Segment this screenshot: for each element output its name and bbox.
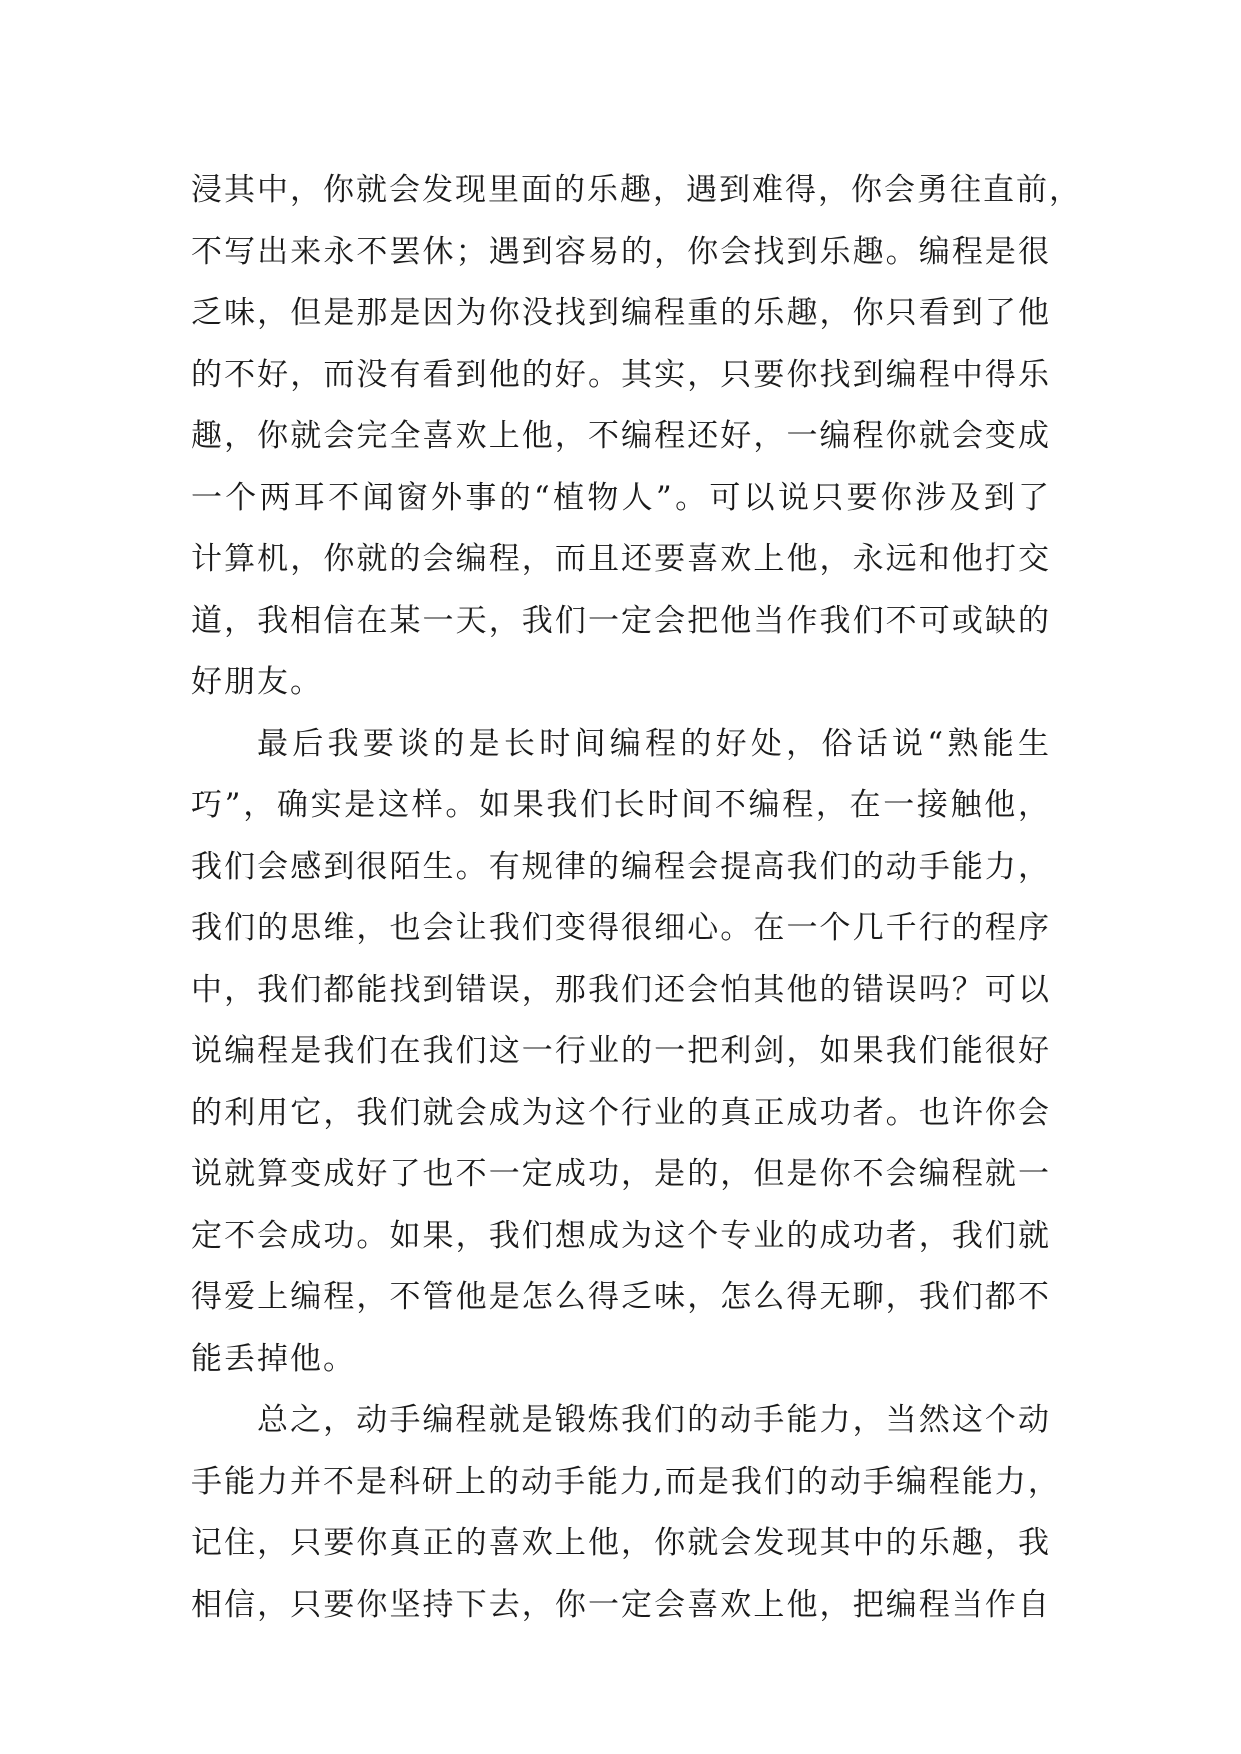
text-line: 定不会成功。如果，我们想成为这个专业的成功者，我们就 <box>191 1217 1051 1254</box>
text-line: 巧”，确实是这样。如果我们长时间不编程，在一接触他， <box>191 787 1051 823</box>
text-line: 道，我相信在某一天，我们一定会把他当作我们不可或缺的 <box>191 602 1051 639</box>
text-line: 说编程是我们在我们这一行业的一把利剑，如果我们能很好 <box>191 1033 1051 1069</box>
text-line: 最后我要谈的是长时间编程的好处，俗话说“熟能生 <box>257 725 1051 762</box>
text-line: 乏味，但是那是因为你没找到编程重的乐趣，你只看到了他 <box>191 295 1051 331</box>
text-line: 手能力并不是科研上的动手能力,而是我们的动手编程能力， <box>191 1463 1061 1500</box>
text-line: 的利用它，我们就会成为这个行业的真正成功者。也许你会 <box>191 1094 1051 1131</box>
text-line: 中，我们都能找到错误，那我们还会怕其他的错误吗？可以 <box>191 971 1051 1008</box>
text-line: 得爱上编程，不管他是怎么得乏味，怎么得无聊，我们都不 <box>191 1279 1051 1315</box>
text-line: 我们的思维，也会让我们变得很细心。在一个几千行的程序 <box>191 910 1051 946</box>
text-line: 不写出来永不罢休；遇到容易的，你会找到乐趣。编程是很 <box>191 233 1051 270</box>
text-line: 说就算变成好了也不一定成功，是的，但是你不会编程就一 <box>191 1156 1051 1192</box>
text-line: 计算机，你就的会编程，而且还要喜欢上他，永远和他打交 <box>191 541 1051 577</box>
text-line: 浸其中，你就会发现里面的乐趣，遇到难得，你会勇往直前， <box>191 172 1082 208</box>
text-line: 的不好，而没有看到他的好。其实，只要你找到编程中得乐 <box>191 356 1051 393</box>
text-line: 我们会感到很陌生。有规律的编程会提高我们的动手能力， <box>191 848 1051 885</box>
text-line: 相信，只要你坚持下去，你一定会喜欢上他，把编程当作自 <box>191 1586 1051 1623</box>
body-text <box>191 160 1082 1636</box>
text-line: 能丢掉他。 <box>191 1340 356 1377</box>
text-line: 趣，你就会完全喜欢上他，不编程还好，一编程你就会变成 <box>191 418 1051 454</box>
text-line: 总之，动手编程就是锻炼我们的动手能力，当然这个动 <box>257 1402 1051 1438</box>
text-line: 好朋友。 <box>191 664 323 700</box>
text-line: 一个两耳不闻窗外事的“植物人”。可以说只要你涉及到了 <box>191 479 1051 516</box>
text-line: 记住，只要你真正的喜欢上他，你就会发现其中的乐趣，我 <box>191 1525 1051 1561</box>
